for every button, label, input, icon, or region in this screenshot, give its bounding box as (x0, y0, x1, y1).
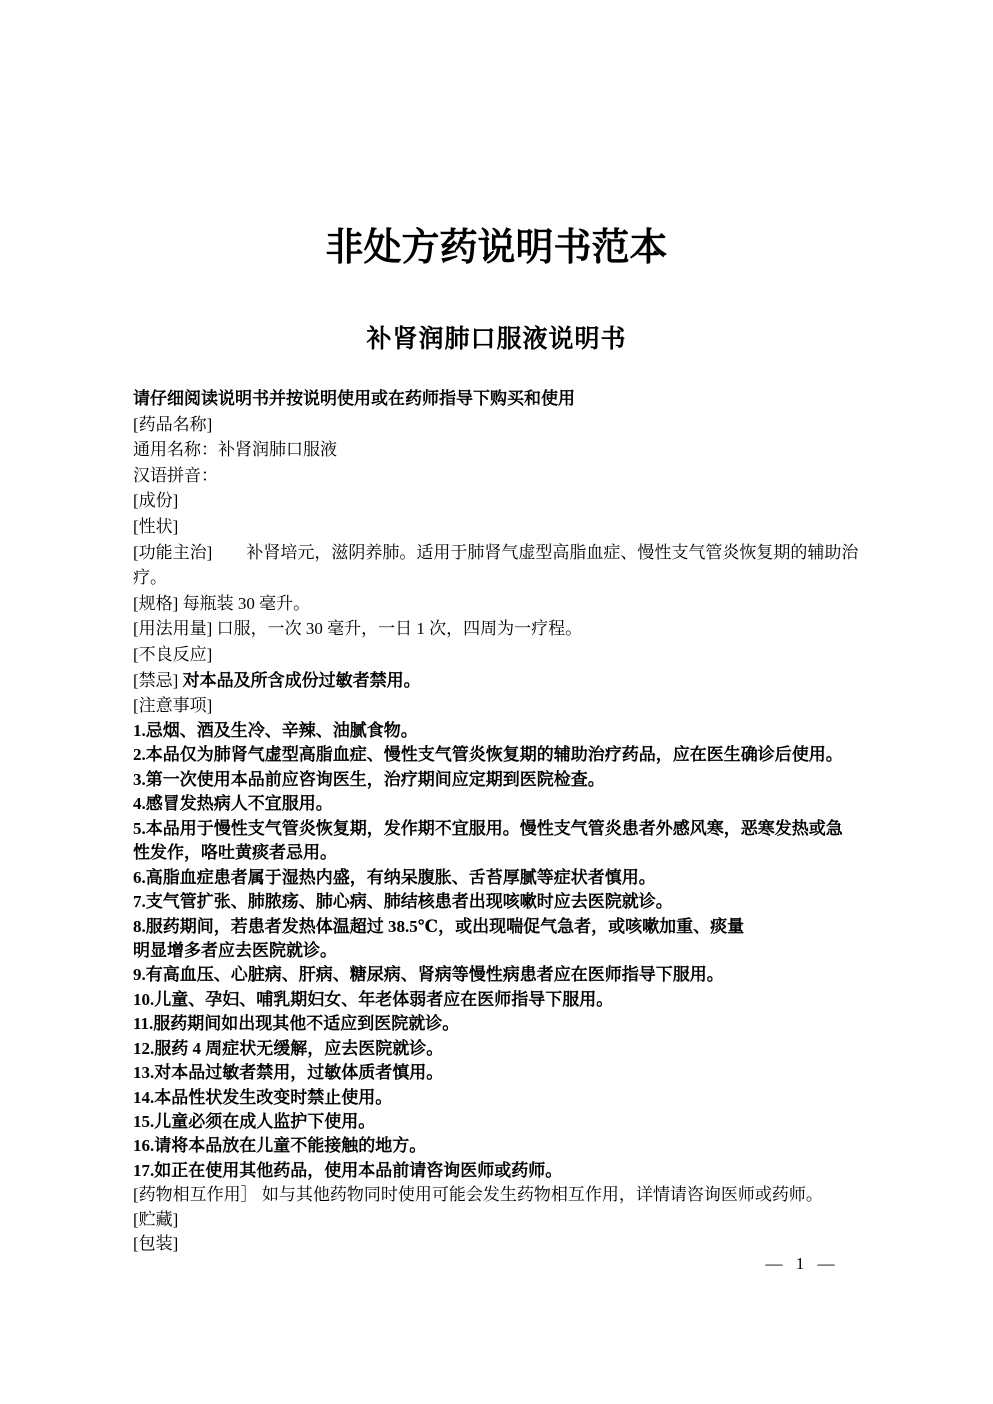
precaution-item-11: 11.服药期间如出现其他不适应到医院就诊。 (133, 1014, 460, 1034)
drug-name-label: [药品名称] (133, 414, 213, 434)
notice-line: 请仔细阅读说明书并按说明使用或在药师指导下购买和使用 (133, 389, 575, 408)
contraindications-label: [禁忌] (133, 670, 183, 690)
precaution-item-9: 9.有高血压、心脏病、肝病、糖尿病、肾病等慢性病患者应在医师指导下服用。 (133, 965, 724, 985)
precaution-item-17: 17.如正在使用其他药品，使用本品前请咨询医师或药师。 (133, 1160, 563, 1180)
page-number: — 1 — (765, 1254, 835, 1273)
precaution-item-10: 10.儿童、孕妇、哺乳期妇女、年老体弱者应在医师指导下服用。 (133, 989, 614, 1009)
contraindications-text: 对本品及所含成份过敏者禁用。 (182, 670, 421, 690)
ingredients-label: [成份] (133, 491, 179, 511)
indications-line-2: 疗。 (133, 568, 167, 588)
precaution-item-15: 15.儿童必须在成人监护下使用。 (133, 1112, 376, 1131)
precaution-item-5: 5.本品用于慢性支气管炎恢复期，发作期不宜服用。慢性支气管炎患者外感风寒，恶寒发热或急 (133, 818, 843, 838)
packaging-label: [包装] (133, 1234, 179, 1254)
generic-name-line: 通用名称：补肾润肺口服液 (133, 440, 337, 460)
contraindications-line (133, 668, 913, 694)
precaution-item-3: 3.第一次使用本品前应咨询医生，治疗期间应定期到医院检查。 (133, 769, 605, 789)
precaution-item-14: 14.本品性状发生改变时禁止使用。 (133, 1087, 393, 1107)
indications-line-1: [功能主治] 补肾培元，滋阴养肺。适用于肺肾气虚型高脂血症、慢性支气管炎恢复期的辅助治 (133, 542, 859, 562)
precaution-item-4: 4.感冒发热病人不宜服用。 (133, 794, 333, 814)
dosage-line: [用法用量] 口服，一次 30 毫升，一日 1 次，四周为一疗程。 (133, 619, 583, 639)
precaution-item-12: 12.服药 4 周症状无缓解，应去医院就诊。 (133, 1038, 444, 1058)
precaution-item-7: 7.支气管扩张、肺脓疡、肺心病、肺结核患者出现咳嗽时应去医院就诊。 (133, 892, 673, 912)
precaution-item-6: 6.高脂血症患者属于湿热内盛，有纳呆腹胀、舌苔厚腻等症状者慎用。 (133, 867, 656, 887)
precautions-block (133, 719, 913, 1257)
precaution-item-8: 8.服药期间，若患者发热体温超过 38.5℃，或出现喘促气急者，或咳嗽加重、痰量 (133, 916, 745, 936)
precaution-item-1: 1.忌烟、酒及生冷、辛辣、油腻食物。 (133, 721, 418, 740)
precaution-item-8-cont: 明显增多者应去医院就诊。 (133, 940, 337, 960)
properties-label: [性状] (133, 516, 179, 536)
specification-line: [规格] 每瓶装 30 毫升。 (133, 593, 311, 613)
document-header-block (133, 386, 913, 719)
pinyin-label: 汉语拼音： (133, 465, 218, 485)
precaution-item-13: 13.对本品过敏者禁用，过敏体质者慎用。 (133, 1063, 444, 1083)
precaution-item-2: 2.本品仅为肺肾气虚型高脂血症、慢性支气管炎恢复期的辅助治疗药品，应在医生确诊后使用。 (133, 745, 843, 765)
precautions-label: [注意事项] (133, 696, 213, 716)
drug-interactions-line: [药物相互作用］ 如与其他药物同时使用可能会发生药物相互作用，详情请咨询医师或药师。 (133, 1185, 823, 1205)
document-title: 非处方药说明书范本 (325, 227, 668, 269)
adverse-reactions-label: [不良反应] (133, 644, 213, 664)
product-subtitle: 补肾润肺口服液说明书 (366, 325, 627, 353)
precaution-item-16: 16.请将本品放在儿童不能接触的地方。 (133, 1136, 427, 1156)
storage-label: [贮藏] (133, 1209, 179, 1229)
precaution-item-5-cont: 性发作，咯吐黄痰者忌用。 (133, 843, 337, 863)
